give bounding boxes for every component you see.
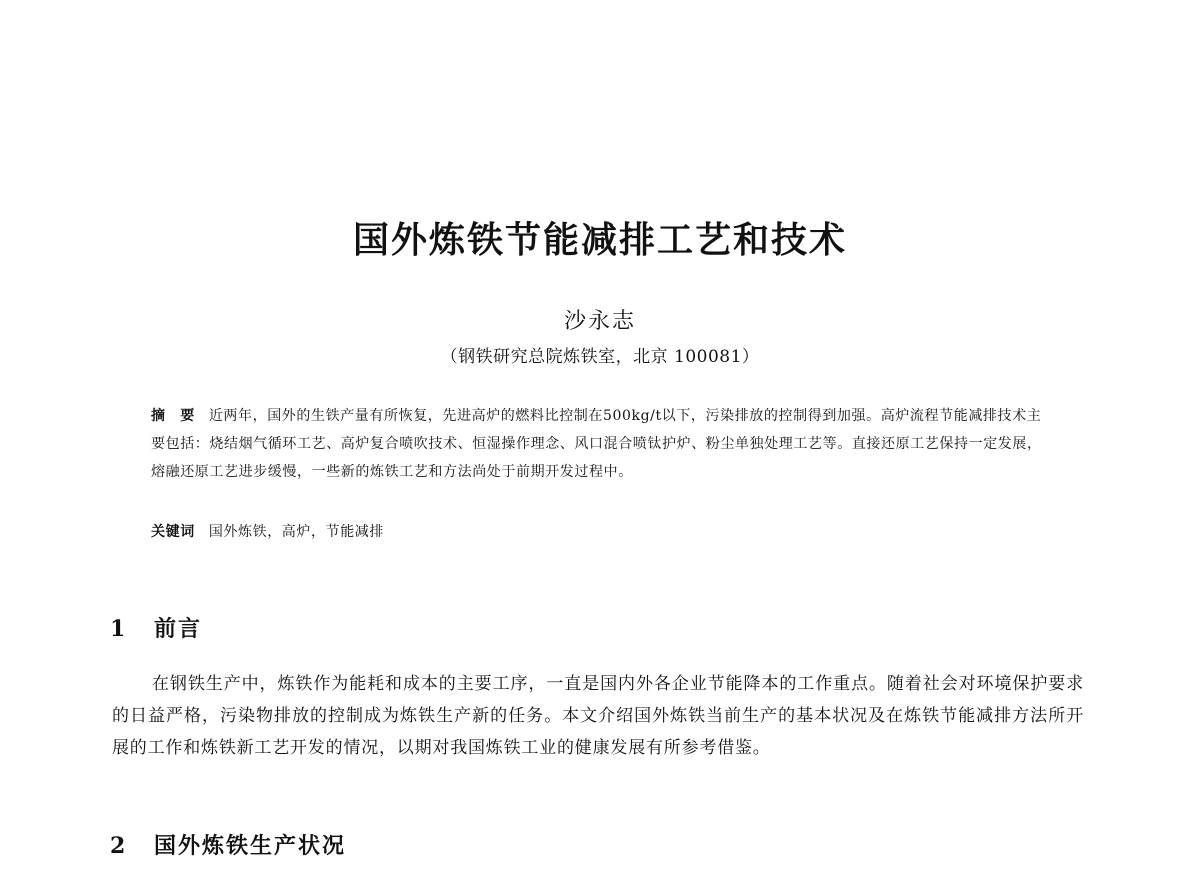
section-title: 国外炼铁生产状况 [154,834,347,859]
section-heading-1 [110,612,202,643]
abstract-label: 摘 要 [151,408,195,424]
section-number: 1 [110,616,128,642]
section-heading-2 [110,829,346,860]
author-name: 沙永志 [563,309,636,334]
intro-paragraph: 在钢铁生产中，炼铁作为能耗和成本的主要工序，一直是国内外各企业节能降本的工作重点。随着社会对环境保护要求的日益严格，污染物排放的控制成为炼铁生产新的任务。本文介绍国外炼铁当前生产的基本状况及在炼铁节能减排方法所开展的工作和炼铁新工艺开发的情况，以期对我国炼铁工业的健康发展有所参考借鉴。 [112,674,1084,758]
keywords [151,518,384,546]
abstract-text: 近两年，国外的生铁产量有所恢复，先进高炉的燃料比控制在500kg/t以下，污染排放的控制得到加强。高炉流程节能减排技术主要包括：烧结烟气循环工艺、高炉复合喷吹技术、恒湿操作理念、风口混合喷钛护炉、粉尘单独处理工艺等。直接还原工艺保持一定发展，熔融还原工艺进步缓慢，一些新的炼铁工艺和方法尚处于前期开发过程中。 [151,408,1042,480]
paper-title: 国外炼铁节能减排工艺和技术 [352,220,847,261]
abstract [151,402,1046,486]
keywords-text: 国外炼铁，高炉，节能减排 [208,524,385,540]
keywords-label: 关键词 [151,524,195,540]
section-number: 2 [110,833,128,859]
author-affiliation: （钢铁研究总院炼铁室，北京 100081） [440,347,760,367]
section-title: 前言 [154,617,203,642]
